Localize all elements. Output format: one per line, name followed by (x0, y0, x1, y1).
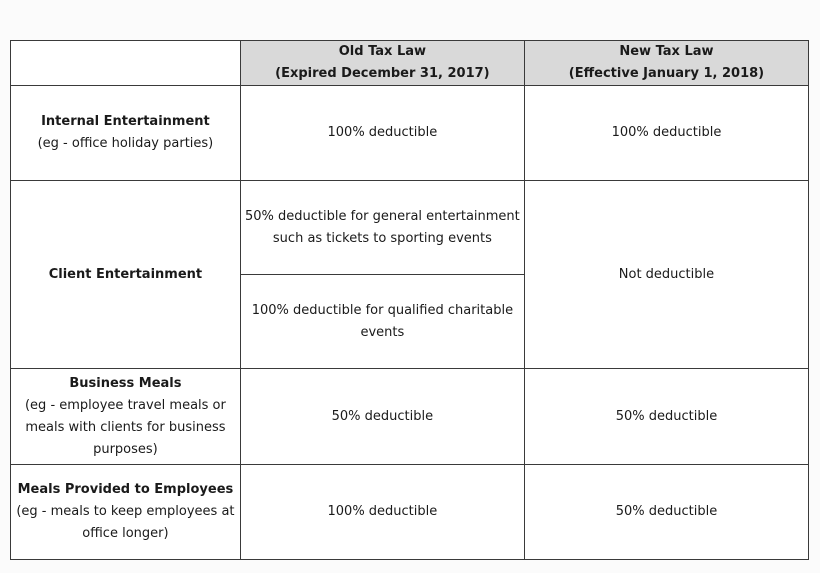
table-row (11, 369, 809, 465)
table-row (11, 465, 809, 560)
cell-line: events (360, 324, 405, 340)
row-subtitle-line: (eg - employee travel meals or (24, 397, 226, 413)
old-law-cell-charitable (240, 275, 524, 369)
row-title: Internal Entertainment (41, 114, 210, 129)
header-old-title: Old Tax Law (338, 44, 427, 59)
new-law-cell: Not deductible (524, 181, 808, 369)
row-title: Client Entertainment (48, 266, 203, 282)
header-new-subtitle: (Effective January 1, 2018) (568, 66, 765, 81)
row-subtitle-line: meals with clients for business (25, 419, 226, 435)
header-old-tax-law (240, 41, 524, 86)
row-title: Meals Provided to Employees (17, 482, 234, 497)
table-row (11, 86, 809, 181)
header-old-subtitle: (Expired December 31, 2017) (275, 66, 490, 81)
row-header-meals-provided (11, 465, 241, 560)
old-law-cell: 100% deductible (240, 465, 524, 560)
new-law-cell: 50% deductible (524, 465, 808, 560)
old-law-cell-general (240, 181, 524, 275)
new-law-cell: 100% deductible (524, 86, 808, 181)
header-new-tax-law (524, 41, 808, 86)
old-law-cell: 100% deductible (240, 86, 524, 181)
row-header-internal-entertainment (11, 86, 241, 181)
cell-line: such as tickets to sporting events (272, 230, 492, 246)
header-blank-cell (11, 41, 241, 86)
cell-line: 50% deductible for general entertainment (245, 208, 520, 224)
row-subtitle-line: purposes) (93, 441, 158, 457)
new-law-cell: 50% deductible (524, 369, 808, 465)
header-new-title: New Tax Law (619, 44, 714, 59)
cell-line: 100% deductible for qualified charitable (251, 302, 514, 318)
row-subtitle-line: office longer) (82, 526, 169, 541)
old-law-cell: 50% deductible (240, 369, 524, 465)
tax-law-comparison-table (10, 40, 809, 560)
table-header-row (11, 41, 809, 86)
row-subtitle-line: (eg - meals to keep employees at (16, 504, 235, 519)
table-row (11, 181, 809, 275)
row-header-business-meals (11, 369, 241, 465)
row-subtitle-line: (eg - office holiday parties) (37, 136, 214, 151)
row-header-client-entertainment (11, 181, 241, 369)
row-title: Business Meals (69, 375, 182, 391)
